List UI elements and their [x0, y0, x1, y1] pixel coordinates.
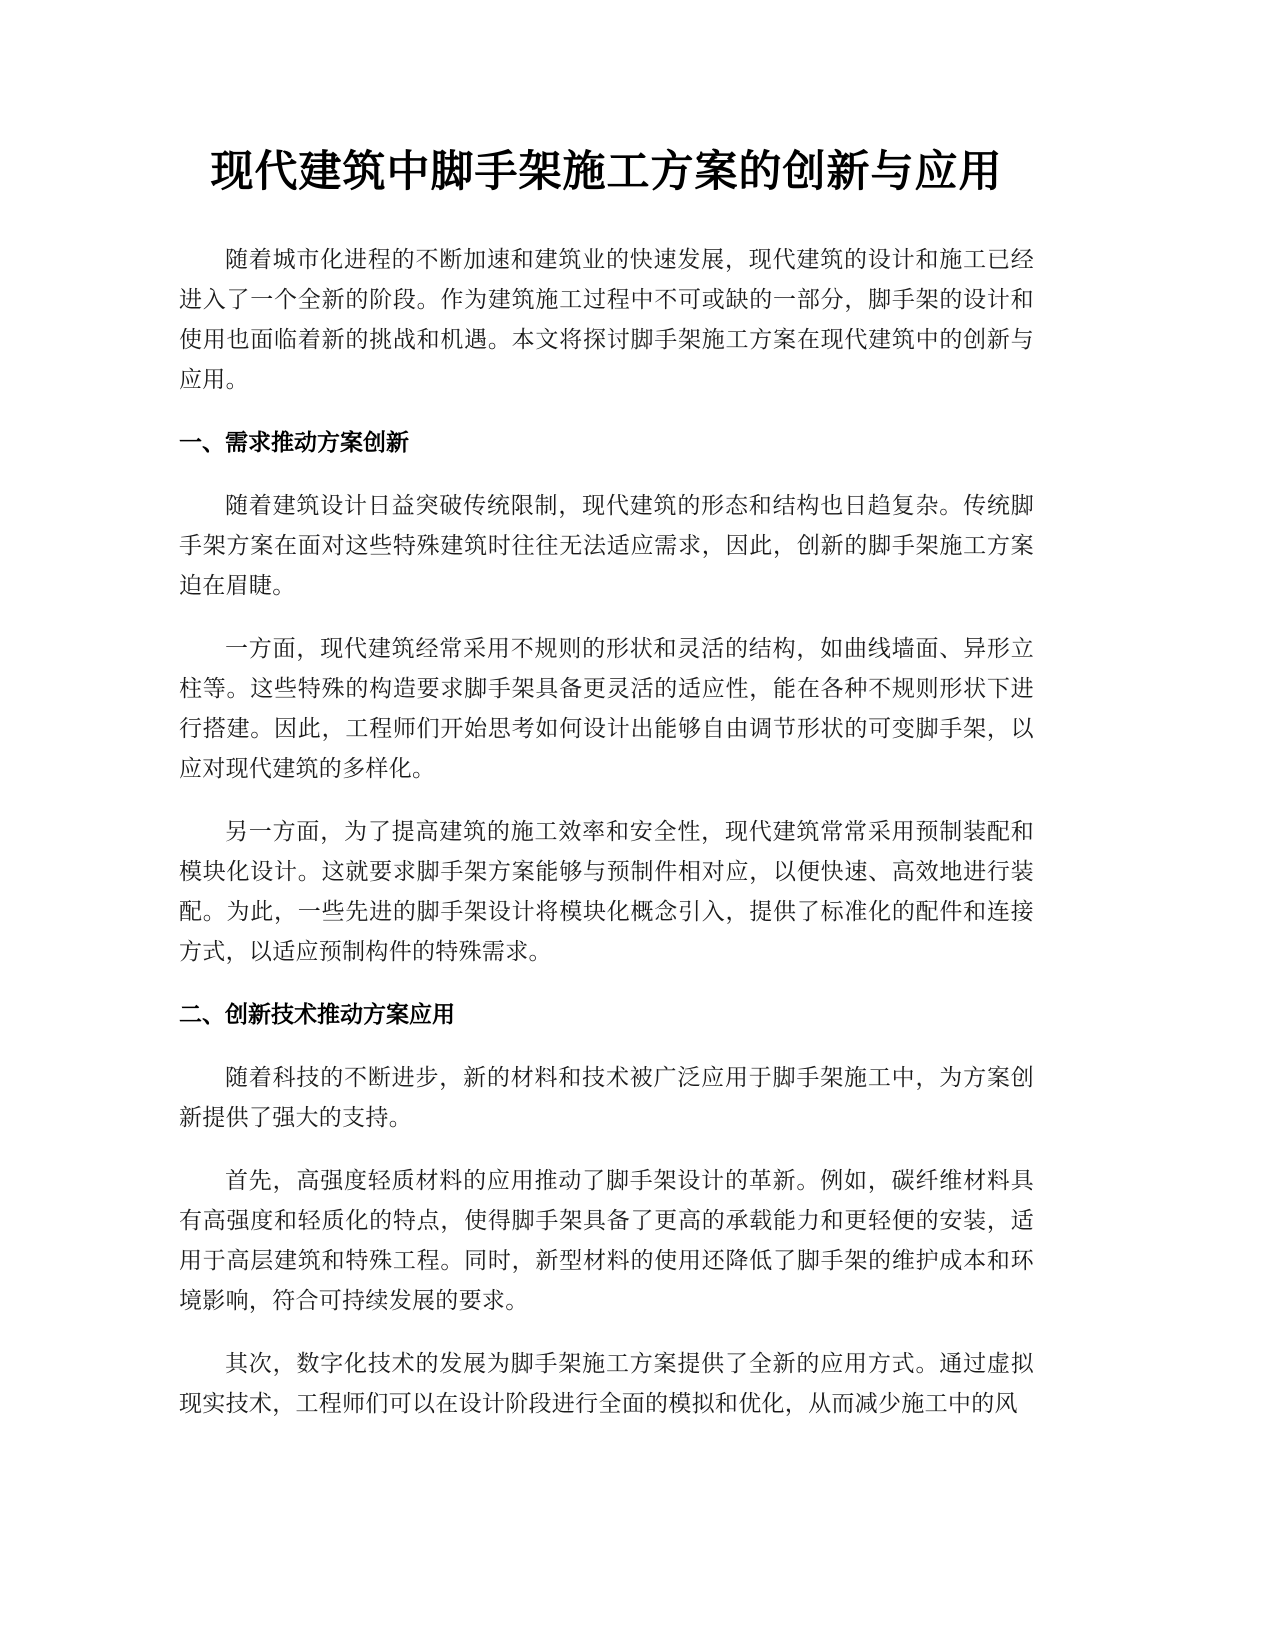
body-paragraph: 随着建筑设计日益突破传统限制，现代建筑的形态和结构也日趋复杂。传统脚手架方案在面对这些特殊建筑时往往无法适应需求，因此，创新的脚手架施工方案迫在眉睫。: [179, 493, 1034, 599]
intro-paragraph: 随着城市化进程的不断加速和建筑业的快速发展，现代建筑的设计和施工已经进入了一个全新的阶段。作为建筑施工过程中不可或缺的一部分，脚手架的设计和使用也面临着新的挑战和机遇。本文将探讨脚手架施工方案在现代建筑中的创新与应用。: [179, 247, 1034, 393]
body-paragraph: 其次，数字化技术的发展为脚手架施工方案提供了全新的应用方式。通过虚拟现实技术，工程师们可以在设计阶段进行全面的模拟和优化，从而减少施工中的风: [179, 1351, 1034, 1417]
document-title: 现代建筑中脚手架施工方案的创新与应用: [210, 147, 1003, 197]
document-page: [179, 140, 1034, 1447]
section-1: [179, 423, 1034, 972]
body-paragraph: 一方面，现代建筑经常采用不规则的形状和灵活的结构，如曲线墙面、异形立柱等。这些特殊的构造要求脚手架具备更灵活的适应性，能在各种不规则形状下进行搭建。因此，工程师们开始思考如何设计出能够自由调节形状的可变脚手架，以应对现代建筑的多样化。: [179, 636, 1034, 782]
section-heading: 一、需求推动方案创新: [179, 430, 409, 456]
body-paragraph: 随着科技的不断进步，新的材料和技术被广泛应用于脚手架施工中，为方案创新提供了强大的支持。: [179, 1065, 1034, 1131]
section-heading: 二、创新技术推动方案应用: [179, 1002, 455, 1028]
body-paragraph: 另一方面，为了提高建筑的施工效率和安全性，现代建筑常常采用预制装配和模块化设计。这就要求脚手架方案能够与预制件相对应，以便快速、高效地进行装配。为此，一些先进的脚手架设计将模块化概念引入，提供了标准化的配件和连接方式，以适应预制构件的特殊需求。: [179, 819, 1034, 965]
section-2: [179, 995, 1034, 1424]
body-paragraph: 首先，高强度轻质材料的应用推动了脚手架设计的革新。例如，碳纤维材料具有高强度和轻质化的特点，使得脚手架具备了更高的承载能力和更轻便的安装，适用于高层建筑和特殊工程。同时，新型材料的使用还降低了脚手架的维护成本和环境影响，符合可持续发展的要求。: [179, 1168, 1034, 1314]
